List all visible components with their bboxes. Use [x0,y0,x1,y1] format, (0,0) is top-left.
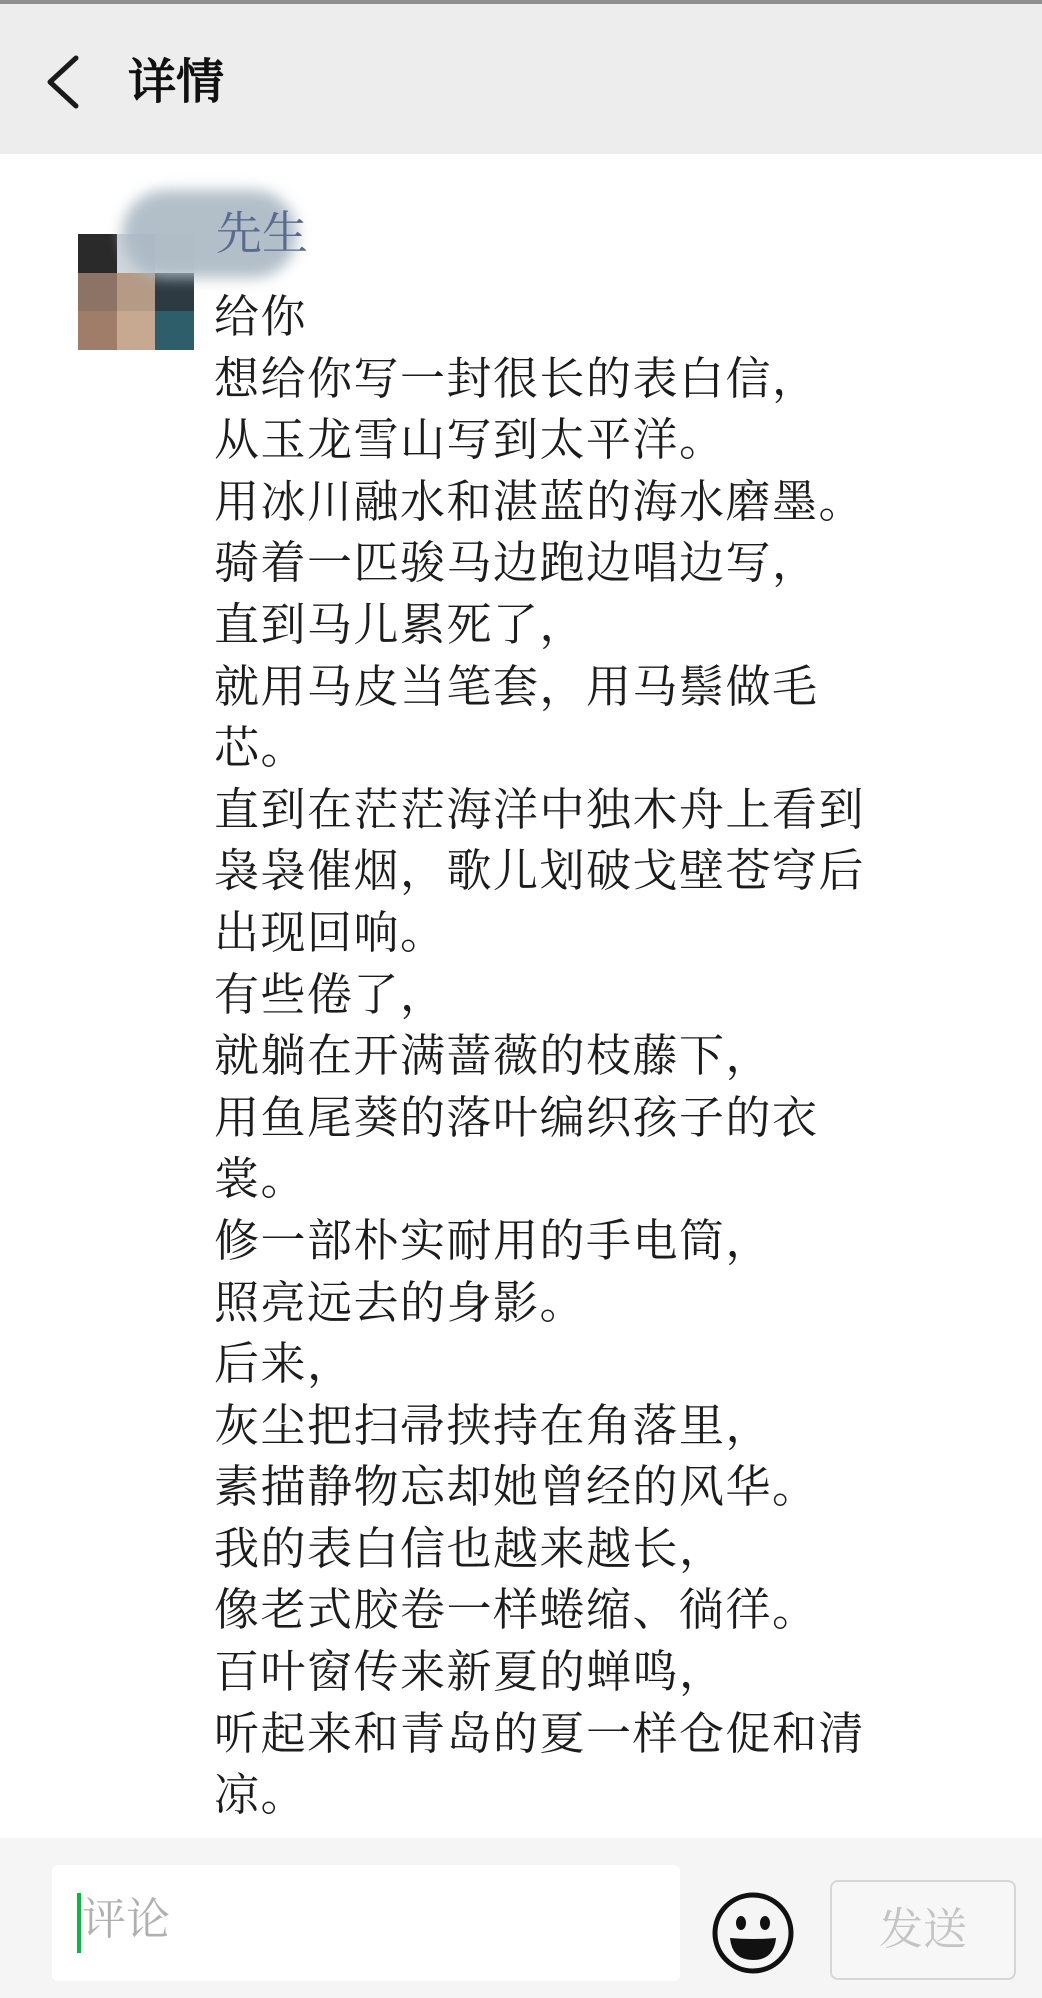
post-text-line: 我的表白信也越来越长， [214,1521,726,1575]
post-text-line: 直到马儿累死了， [214,597,587,651]
post-text-line: 用冰川融水和湛蓝的海水磨墨。 [214,474,866,528]
post-text-line: 袅袅催烟，歌儿划破戈壁苍穹后 [214,844,866,898]
post-text-line: 裳。 [214,1152,308,1206]
post-text-line: 像老式胶卷一样蜷缩、徜徉。 [214,1583,819,1637]
post-text-line: 给你 [214,290,308,343]
text-caret [77,1893,81,1953]
post-text-line: 修一部朴实耐用的手电筒， [214,1213,773,1267]
post-text-line: 就躺在开满蔷薇的枝藤下， [214,1029,773,1083]
emoji-smile-icon[interactable] [710,1890,796,1976]
post-text-line: 有些倦了， [214,967,447,1021]
post-text-line: 想给你写一封很长的表白信， [214,351,819,405]
chevron-left-icon[interactable] [40,52,90,112]
post-text-line: 出现回响。 [214,905,447,959]
send-button[interactable]: 发送 [830,1880,1016,1980]
comment-input[interactable] [52,1865,680,1981]
title-bar [0,4,1042,154]
post-text-line: 芯。 [214,721,308,775]
post-text-line: 灰尘把扫帚挟持在角落里， [214,1398,773,1452]
post-text-line: 照亮远去的身影。 [214,1275,587,1329]
page-title: 详情 [128,54,225,110]
comment-placeholder: 评论 [82,1894,170,1945]
post-text-line: 从玉龙雪山写到太平洋。 [214,413,726,467]
post-text-line: 百叶窗传来新夏的蝉鸣， [214,1645,726,1699]
post-text [214,286,974,1826]
post-text-line: 用鱼尾葵的落叶编织孩子的衣 [214,1090,819,1144]
post-text-line: 后来， [214,1337,354,1391]
comment-bar [0,1838,1042,1998]
post-text-line: 就用马皮当笔套，用马鬃做毛 [214,659,819,713]
post-text-line: 直到在茫茫海洋中独木舟上看到 [214,782,866,836]
post-text-line: 听起来和青岛的夏一样仓促和清 [214,1706,866,1760]
post-text-line: 素描静物忘却她曾经的风华。 [214,1460,819,1514]
author-name[interactable]: 先生 [216,206,308,260]
post-text-line: 凉。 [214,1768,308,1822]
post-text-line: 骑着一匹骏马边跑边唱边写， [214,536,819,590]
